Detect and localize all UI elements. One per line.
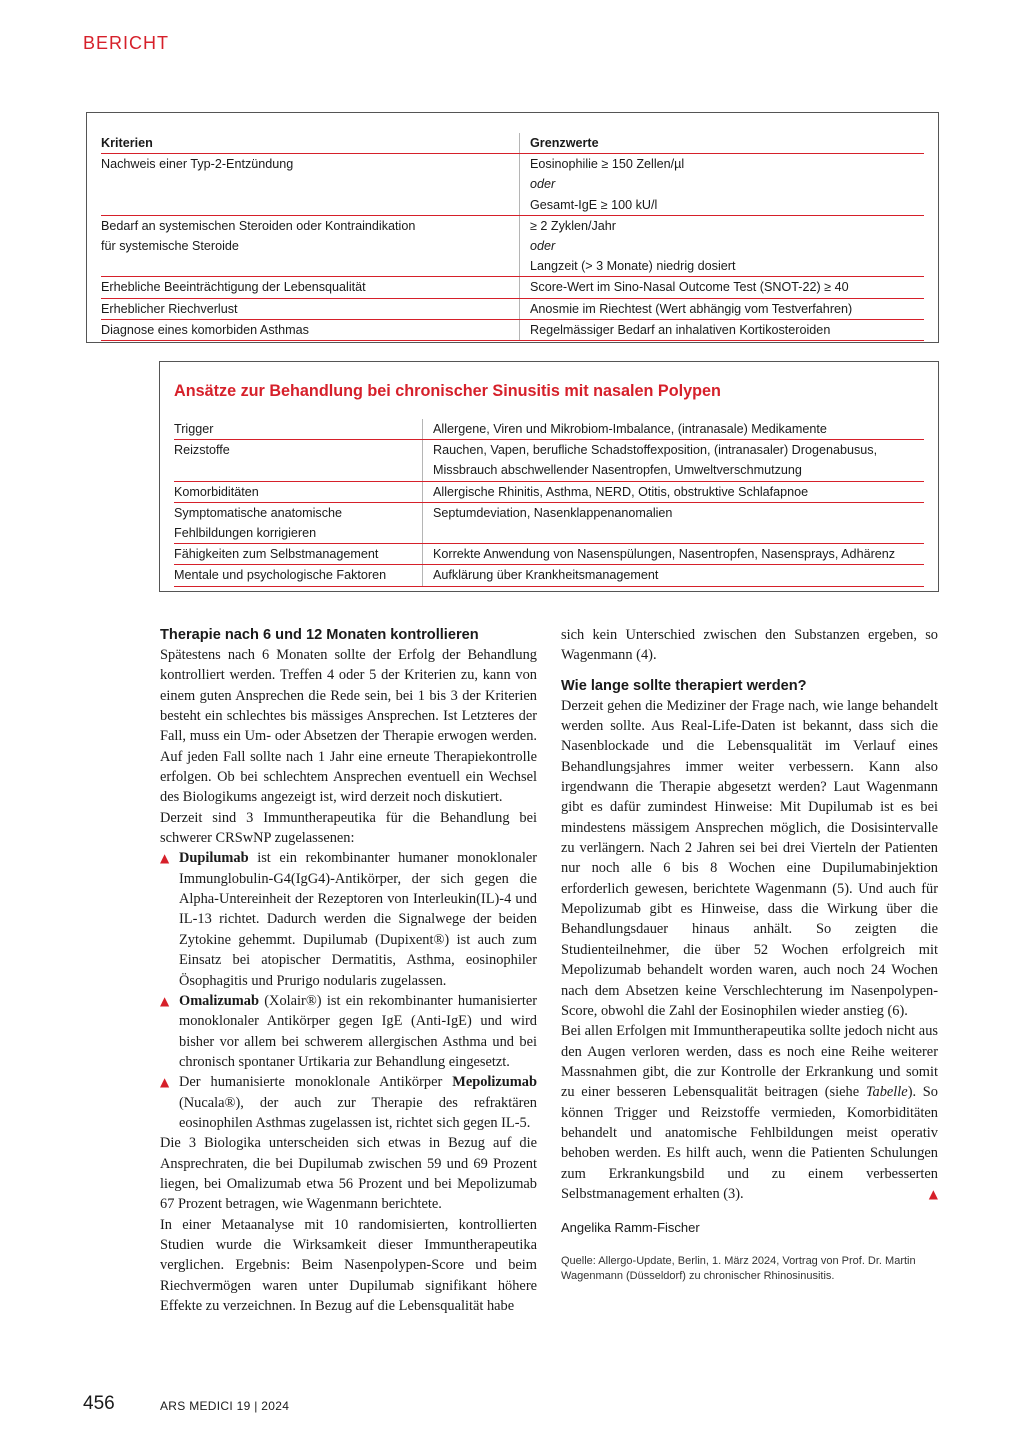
- cell-line: [174, 460, 422, 480]
- table-cell: Allergische Rhinitis, Asthma, NERD, Otitis, obstruktive Schlafapnoe: [423, 481, 925, 502]
- table-cell: Aufklärung über Krankheitsmanagement: [423, 565, 925, 586]
- drug-name: Dupilumab: [179, 850, 249, 867]
- triangle-bullet-icon: ▲: [160, 993, 170, 1008]
- triangle-bullet-icon: ▲: [160, 851, 170, 866]
- cell-line: Gesamt-IgE ≥ 100 kU/l: [530, 197, 658, 212]
- table-cell: Trigger: [174, 419, 423, 440]
- column-header: Kriterien: [101, 133, 520, 154]
- paragraph: Die 3 Biologika unterscheiden sich etwas in Bezug auf die Ansprechraten, die bei Dupilumab zwischen 59 und 69 Prozent liegen, bei Omalizumab etwa 56 Prozent und bei Mepolizumab 67 Prozent betragen, wie Wagenmann berichtete.: [160, 1135, 537, 1213]
- box-title: Ansätze zur Behandlung bei chronischer Sinusitis mit nasalen Polypen: [174, 382, 721, 400]
- cell-line: Reizstoffe: [174, 443, 230, 458]
- table-cell: [101, 154, 520, 216]
- article-column-left: [160, 625, 537, 1316]
- table-cell: [520, 215, 925, 277]
- cell-line: [101, 174, 519, 194]
- paragraph-text: ). So können Trigger und Reizstoffe vermieden, Komorbiditäten behandelt und anatomische Fehlbildungen meist operativ behoben werden. Es hilft auch, wenn die Patienten Schulungen zum Erkrankungsbild und zu einem verbesserten Selbstmanagement erhalten (3).: [561, 1084, 938, 1202]
- criteria-table: [101, 133, 924, 341]
- table-row: [101, 277, 924, 298]
- table-cell: Anosmie im Riechtest (Wert abhängig vom Testverfahren): [520, 298, 925, 319]
- column-header: Grenzwerte: [520, 133, 925, 154]
- list-item-text: (Xolair®) ist ein rekombinanter humanisierter monoklonaler Antikörper gegen IgE (Anti-IgE) und wird bisher vor allem bei schwerem allergischen Asthma und bei chronisch spontaner Urtikaria zur Behandlung eingesetzt.: [179, 992, 537, 1070]
- table-cell: [174, 440, 423, 481]
- cell-line: [433, 523, 924, 543]
- table-row: [174, 440, 924, 481]
- table-cell: Erheblicher Riechverlust: [101, 298, 520, 319]
- paragraph: sich kein Unterschied zwischen den Substanzen ergeben, so Wagenmann (4).: [561, 627, 938, 664]
- cell-line: Missbrauch abschwellender Nasentropfen, Umweltverschmutzung: [433, 463, 802, 478]
- drug-name: Omalizumab: [179, 992, 259, 1009]
- table-cell: Mentale und psychologische Faktoren: [174, 565, 423, 586]
- section-heading: Wie lange sollte therapiert werden?: [561, 677, 807, 694]
- table-cell: [520, 154, 925, 216]
- page-number: 456: [83, 1393, 115, 1414]
- table-cell: [423, 440, 925, 481]
- table-cell: Diagnose eines komorbiden Asthmas: [101, 319, 520, 340]
- table-row: [174, 481, 924, 502]
- paragraph: In einer Metaanalyse mit 10 randomisierten, kontrollierten Studien wurde die Wirksamkeit dieser Immuntherapeutika verglichen. Ergebnis: Beim Nasenpolypen-Score und beim Riechvermögen waren unter Dupilumab signifikant höhere Effekte zu verzeichnen. In Bezug auf die Lebensqualität habe: [160, 1216, 537, 1314]
- author-name: Angelika Ramm-Fischer: [561, 1220, 700, 1236]
- table-reference: Tabelle: [865, 1084, 908, 1101]
- paragraph: [561, 1021, 938, 1204]
- list-item-text: (Nucala®), der auch zur Therapie des refraktären eosinophilen Asthmas zugelassen ist, richtet sich gegen IL-5.: [179, 1094, 537, 1131]
- list-item-text: ist ein rekombinanter humaner monoklonaler Immunglobulin-G4(IgG4)-Antikörper, der sich gegen die Alpha-Untereinheit der Rezeptoren von Interleukin(IL)-4 und IL-13 richtet. Dadurch werden die Signalwege der beiden Zytokine gehemmt. Dupilumab (Dupixent®) ist auch zum Einsatz bei atopischer Dermatitis, Asthma, eosinophiler Ösophagitis und Prurigo nodularis zugelassen.: [179, 850, 537, 989]
- cell-line: [101, 195, 519, 215]
- paragraph: Spätestens nach 6 Monaten sollte der Erfolg der Behandlung kontrolliert werden. Treffen 4 oder 5 der Kriterien zu, kann von einem guten Ansprechen die Rede sein, bei 1 bis 3 der Kriterien besteht ein schlechtes bis mässiges Ansprechen. Ist Letzteres der Fall, muss ein Um- oder Absetzen der Therapie erwogen werden. Auf jeden Fall sollte nach 1 Jahr eine erneute Therapiekontrolle erfolgen. Ob bei schlechtem Ansprechen eventuell ein Wechsel des Biologikums angezeigt ist, wird derzeit noch diskutiert.: [160, 647, 537, 806]
- journal-issue: ARS MEDICI 19 | 2024: [160, 1399, 290, 1413]
- table-row: [174, 565, 924, 586]
- cell-line: ≥ 2 Zyklen/Jahr: [530, 218, 617, 233]
- table-cell: [101, 215, 520, 277]
- criteria-table-box: [86, 112, 939, 343]
- treatment-table: [174, 419, 924, 587]
- table-row: [101, 319, 924, 340]
- bullet-list: [160, 848, 537, 1133]
- table-cell: Score-Wert im Sino-Nasal Outcome Test (SNOT-22) ≥ 40: [520, 277, 925, 298]
- drug-name: Mepolizumab: [452, 1074, 537, 1091]
- treatment-approaches-box: [159, 361, 939, 592]
- triangle-bullet-icon: ▲: [160, 1075, 170, 1090]
- table-cell: [174, 502, 423, 543]
- cell-line: Symptomatische anatomische: [174, 505, 342, 520]
- table-cell: Korrekte Anwendung von Nasenspülungen, Nasentropfen, Nasensprays, Adhärenz: [423, 544, 925, 565]
- cell-line: Langzeit (> 3 Monate) niedrig dosiert: [530, 259, 736, 274]
- cell-line: Septumdeviation, Nasenklappenanomalien: [433, 505, 673, 520]
- section-label: BERICHT: [83, 33, 170, 53]
- paragraph-text: Bei allen Erfolgen mit Immuntherapeutika sollte jedoch nicht aus den Augen verloren werden, dass es noch eine Reihe weiterer Massnahmen gibt, die zur Kontrolle der Erkrankung und somit zu einer besseren Lebensqualität beitragen (siehe: [561, 1023, 938, 1101]
- table-cell: Komorbiditäten: [174, 481, 423, 502]
- end-of-article-triangle-icon: ▲: [928, 1186, 938, 1201]
- list-item: [160, 1072, 537, 1133]
- table-row: [174, 544, 924, 565]
- cell-line: für systemische Steroide: [101, 239, 239, 254]
- cell-line: Fehlbildungen korrigieren: [174, 526, 317, 541]
- table-cell: [423, 502, 925, 543]
- cell-line: [101, 256, 519, 276]
- cell-line: oder: [530, 177, 556, 192]
- cell-line: Bedarf an systemischen Steroiden oder Kontraindikation: [101, 218, 416, 233]
- table-cell: Erhebliche Beeinträchtigung der Lebensqualität: [101, 277, 520, 298]
- table-row: [101, 215, 924, 277]
- cell-line: Eosinophilie ≥ 150 Zellen/µl: [530, 157, 685, 172]
- table-row: [101, 154, 924, 216]
- table-cell: Fähigkeiten zum Selbstmanagement: [174, 544, 423, 565]
- paragraph: Derzeit sind 3 Immuntherapeutika für die Behandlung bei schwerer CRSwNP zugelassenen:: [160, 809, 537, 847]
- cell-line: Rauchen, Vapen, berufliche Schadstoffexposition, (intranasaler) Drogenabusus,: [433, 443, 878, 458]
- table-cell: Regelmässiger Bedarf an inhalativen Kortikosteroiden: [520, 319, 925, 340]
- list-item-text: Der humanisierte monoklonale Antikörper: [179, 1074, 453, 1091]
- article-column-right: [561, 625, 938, 1284]
- table-row: [174, 419, 924, 440]
- cell-line: Nachweis einer Typ-2-Entzündung: [101, 157, 294, 172]
- table-row: [174, 502, 924, 543]
- table-header-row: [101, 133, 924, 154]
- list-item: [160, 848, 537, 990]
- section-heading: Therapie nach 6 und 12 Monaten kontrollieren: [160, 627, 479, 643]
- list-item: [160, 991, 537, 1072]
- table-row: [101, 298, 924, 319]
- cell-line: oder: [530, 239, 556, 254]
- source-note: Quelle: Allergo-Update, Berlin, 1. März 2024, Vortrag von Prof. Dr. Martin Wagenmann (Düsseldorf) zu chronischer Rhinosinusitis.: [561, 1254, 916, 1282]
- paragraph: Derzeit gehen die Mediziner der Frage nach, wie lange behandelt werden sollte. Aus Real-Life-Daten ist bekannt, dass sich die Nasenblockade und die Lebensqualität im Verlauf eines Behandlungsjahres immer weiter verbessern. Kann also irgendwann die Therapie abgesetzt werden? Laut Wagenmann gibt es dafür zumindest Hinweise: Mit Dupilumab ist es bei mindestens mässigem Ansprechen möglich, die Dosisintervalle zu verlängern. Nach 2 Jahren sei bei drei Vierteln der Patienten nur noch alle 6 bis 8 Wochen eine Dupilumabinjektion erforderlich gewesen, berichtete Wagenmann (5). Und auch für Mepolizumab gibt es Hinweise, dass die Wirkung über die Behandlungsdauer hinaus anhält. So zeigten die Studienteilnehmer, die über 52 Wochen erfolgreich mit Mepolizumab behandelt worden waren, auch noch 24 Wochen nach dem Absetzen keine Verschlechterung im Nasenpolypen-Score, obwohl die Zahl der Eosinophilen wieder anstieg (6).: [561, 697, 938, 1019]
- table-cell: Allergene, Viren und Mikrobiom-Imbalance, (intranasale) Medikamente: [423, 419, 925, 440]
